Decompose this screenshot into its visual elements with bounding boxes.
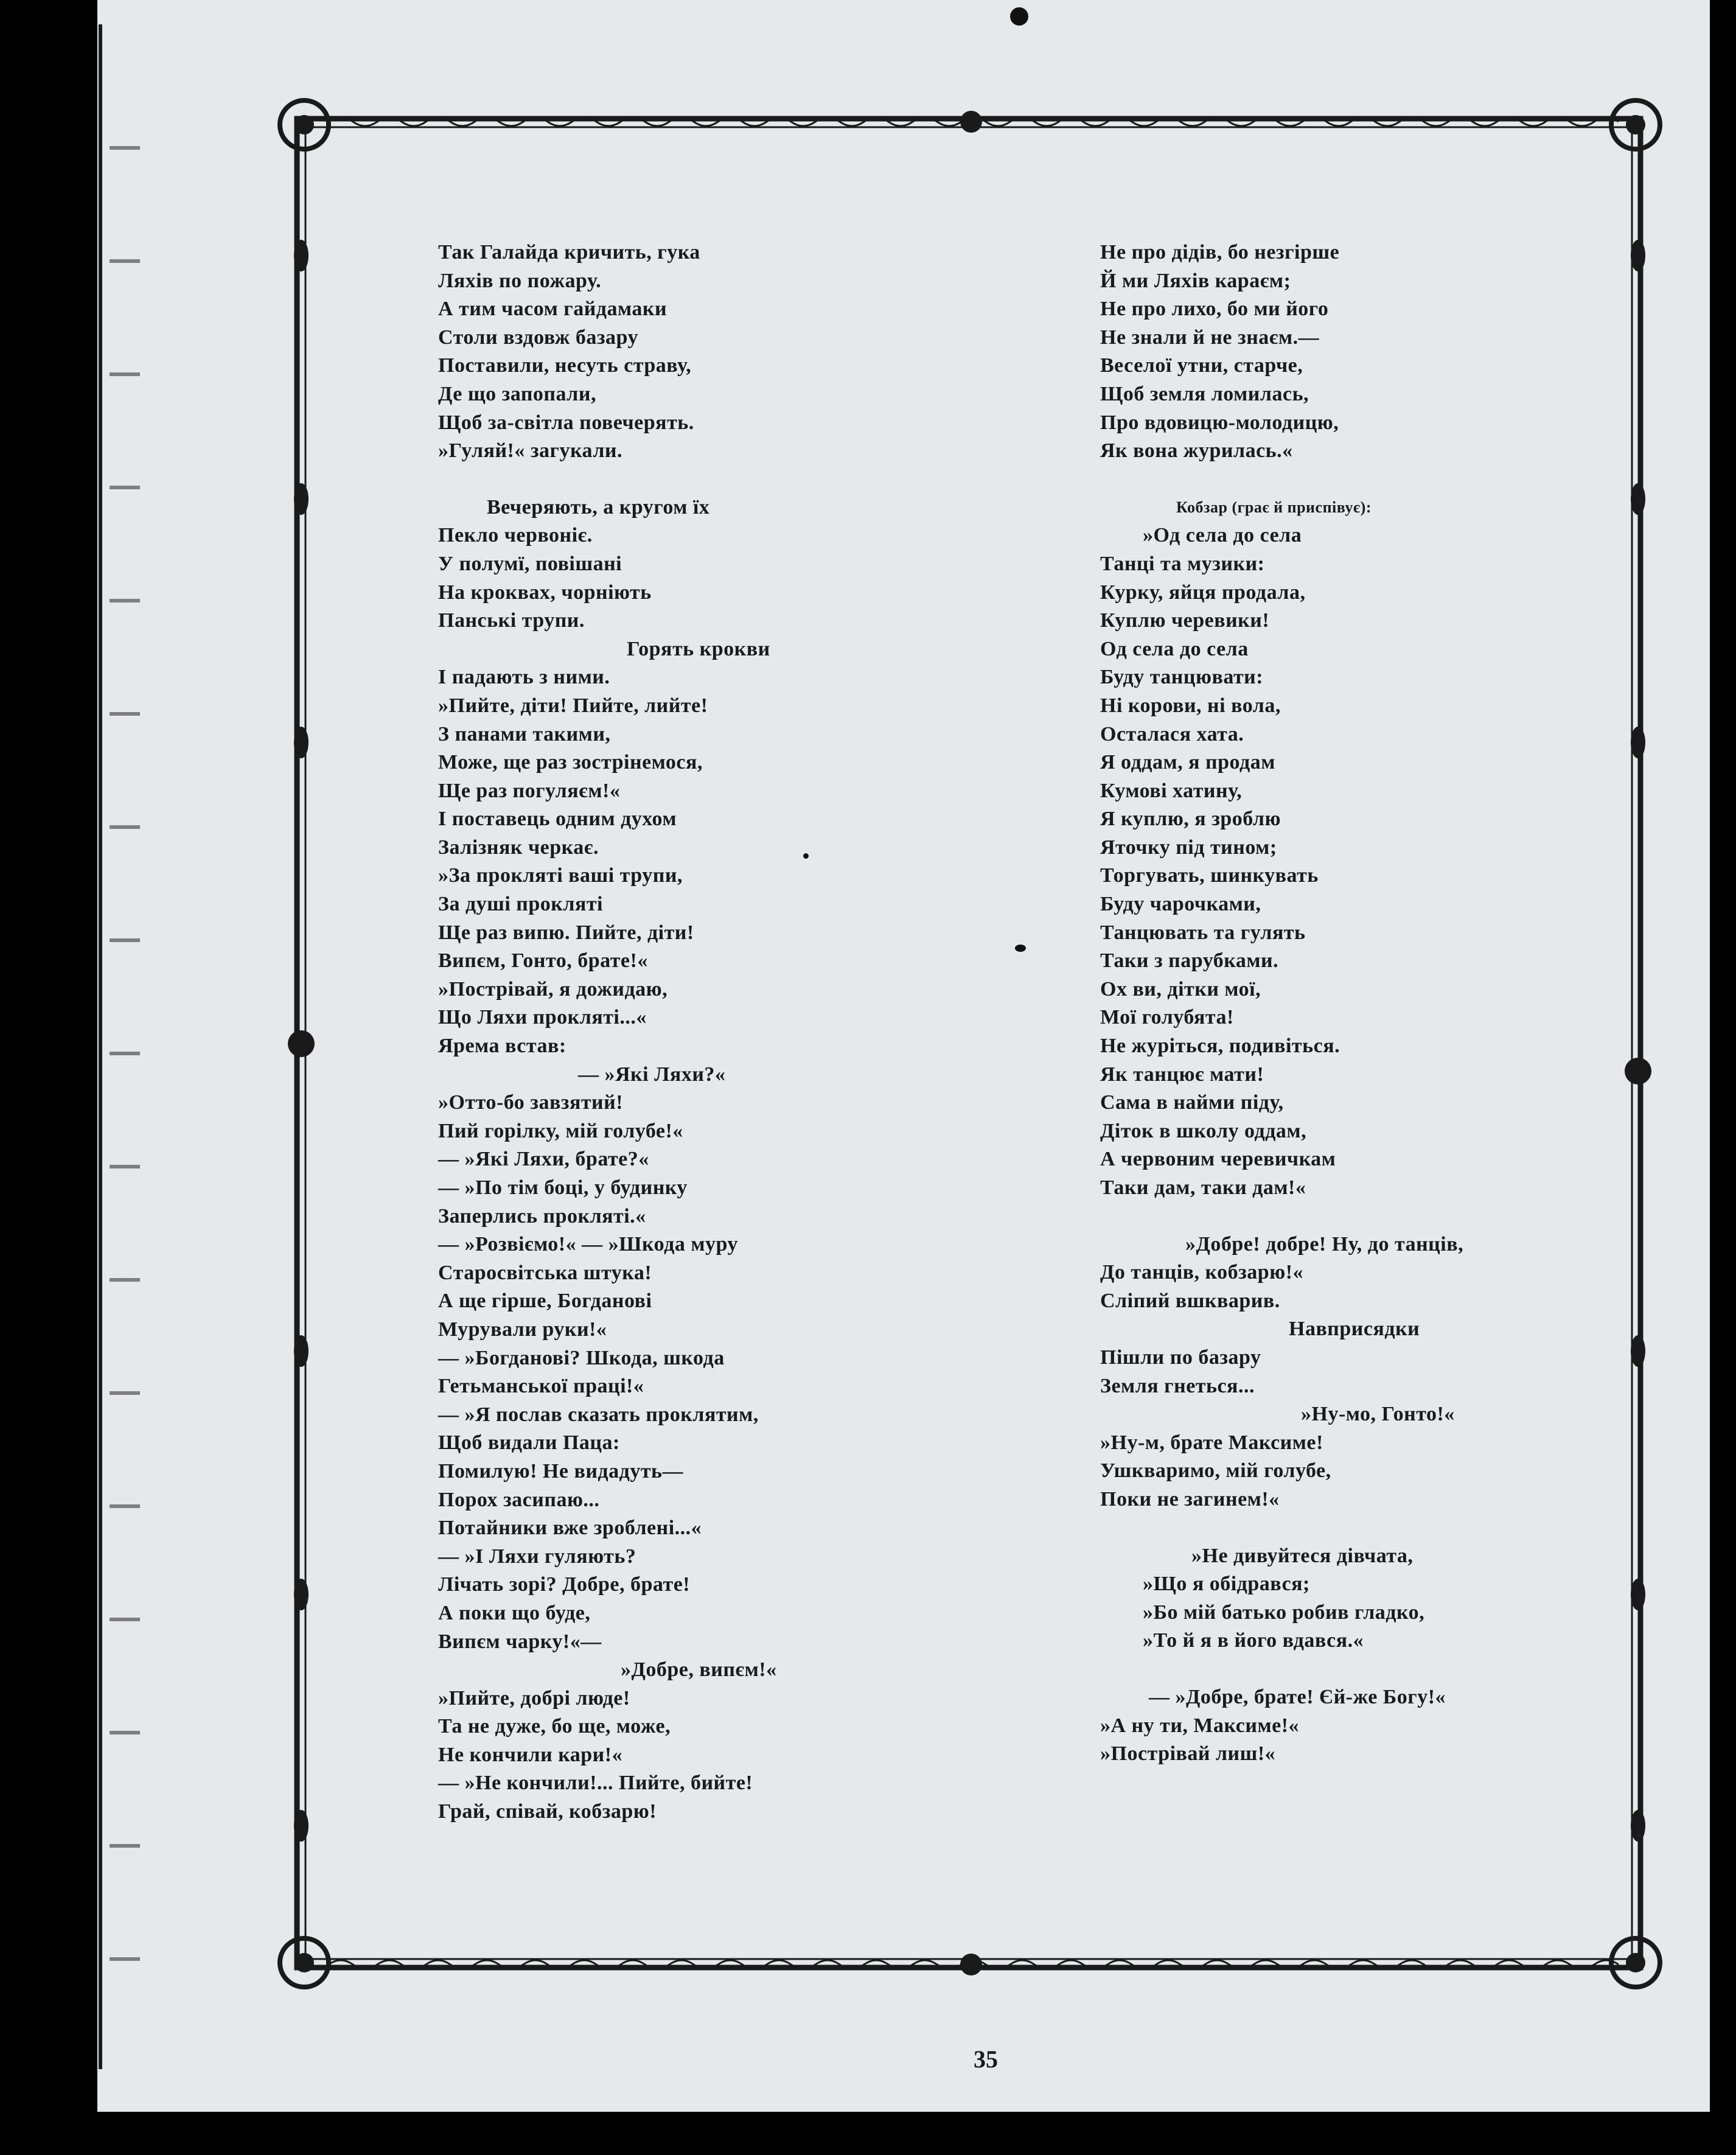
stanza-gap — [438, 466, 864, 494]
verse-line: Як танцює мати! — [1100, 1063, 1264, 1086]
verse-line: Куплю черевики! — [1100, 609, 1270, 632]
verse-line: Ярема встав: — [438, 1035, 566, 1058]
verse-line: Грай, співай, кобзарю! — [438, 1800, 657, 1823]
verse-line: Та не дуже, бо ще, може, — [438, 1715, 671, 1738]
verse-line: Потайники вже зроблені...« — [438, 1517, 702, 1540]
verse-line: »Пострівай, я дожидаю, — [438, 977, 668, 1001]
verse-line: Курку, яйця продала, — [1100, 581, 1306, 604]
verse-line: — »Богданові? Шкода, шкода — [438, 1346, 725, 1369]
verse-line: — »По тім боці, у будинку — [438, 1176, 688, 1199]
verse-line: Може, ще раз зострінемося, — [438, 751, 703, 774]
verse-line: За душі прокляті — [438, 893, 604, 916]
verse-line: Кумові хатину, — [1100, 779, 1243, 802]
verse-line: — »Які Ляхи?« — [578, 1063, 726, 1086]
stanza-gap — [1100, 1655, 1550, 1683]
verse-line: Буду чарочками, — [1100, 893, 1261, 916]
verse-line: Осталася хата. — [1100, 722, 1244, 746]
verse-line: Ушкваримо, мій голубе, — [1100, 1459, 1331, 1483]
verse-line: Вечеряють, а кругом їх — [487, 495, 710, 519]
verse-line: »Бо мій батько робив гладко, — [1143, 1601, 1425, 1624]
verse-line: »Не дивуйтеся дівчата, — [1191, 1544, 1414, 1567]
verse-line: Танці та музики: — [1100, 552, 1265, 575]
verse-line: Кобзар (грає й приспівує): — [1176, 498, 1372, 516]
verse-line: Мурували руки!« — [438, 1318, 607, 1341]
verse-line: Пекло червоніє. — [438, 524, 593, 547]
verse-line: Таки дам, таки дам!« — [1100, 1176, 1306, 1199]
verse-line: Од села до села — [1100, 637, 1249, 660]
stanza-gap — [1100, 466, 1550, 494]
left-column — [438, 239, 864, 1826]
verse-line: Панські трупи. — [438, 609, 585, 632]
verse-line: Ще раз випю. Пийте, діти! — [438, 921, 694, 944]
verse-line: Щоб за-світла повечерять. — [438, 411, 694, 434]
verse-line: Не знали й не знаєм.— — [1100, 326, 1320, 349]
verse-line: А червоним черевичкам — [1100, 1148, 1336, 1171]
verse-line: Випєм чарку!«— — [438, 1630, 602, 1653]
verse-line: »Що я обідрався; — [1143, 1573, 1310, 1596]
ink-speck — [1010, 7, 1028, 26]
verse-line: Не журіться, подивіться. — [1100, 1035, 1340, 1058]
verse-line: Й ми Ляхів караєм; — [1100, 269, 1291, 292]
verse-line: »Пийте, добрі люде! — [438, 1686, 630, 1710]
verse-line: »Добре! добре! Ну, до танців, — [1185, 1232, 1464, 1256]
verse-line: Випєм, Гонто, брате!« — [438, 949, 648, 973]
verse-line: Старосвітська штука! — [438, 1261, 652, 1284]
verse-line: »Ну-мо, Гонто!« — [1301, 1403, 1455, 1426]
verse-line: Як вона журилась.« — [1100, 439, 1293, 463]
verse-line: Так Галайда кричить, гука — [438, 241, 700, 264]
verse-line: Столи вздовж базару — [438, 326, 638, 349]
verse-line: Лічать зорі? Добре, брате! — [438, 1573, 691, 1596]
verse-line: Навприсядки — [1289, 1318, 1420, 1341]
verse-line: »Отто-бо завзятий! — [438, 1091, 624, 1114]
verse-line: Горять крокви — [627, 637, 770, 660]
verse-line: — »Розвіємо!« — »Шкода муру — [438, 1233, 738, 1256]
verse-line: Де що запопали, — [438, 382, 596, 405]
verse-line: — »Не кончили!... Пийте, бийте! — [438, 1772, 753, 1795]
verse-line: Порох засипаю... — [438, 1488, 600, 1511]
verse-line: Торгувать, шинкувать — [1100, 864, 1319, 887]
verse-line: Веселої утни, старче, — [1100, 354, 1303, 377]
verse-line: Я оддам, я продам — [1100, 751, 1275, 774]
verse-line: — »І Ляхи гуляють? — [438, 1545, 636, 1568]
verse-line: І поставець одним духом — [438, 808, 677, 831]
verse-line: Що Ляхи прокляті...« — [438, 1006, 647, 1029]
verse-line: »А ну ти, Максиме!« — [1100, 1714, 1300, 1737]
verse-line: Залізняк черкає. — [438, 836, 599, 859]
verse-line: »Гуляй!« загукали. — [438, 439, 623, 463]
page-number: 35 — [974, 2045, 998, 2073]
verse-line: До танців, кобзарю!« — [1100, 1261, 1304, 1284]
ink-speck — [1015, 945, 1026, 952]
verse-line: Таки з парубками. — [1100, 949, 1279, 973]
verse-line: Танцювать та гулять — [1100, 921, 1306, 944]
verse-line: Я куплю, я зроблю — [1100, 808, 1281, 831]
verse-line: »Пострівай лиш!« — [1100, 1742, 1276, 1766]
right-column — [1100, 239, 1550, 1769]
verse-line: А поки що буде, — [438, 1601, 591, 1624]
verse-line: Поставили, несуть страву, — [438, 354, 692, 377]
verse-line: Помилую! Не видадуть— — [438, 1459, 683, 1483]
verse-line: — »Які Ляхи, брате?« — [438, 1148, 649, 1171]
verse-line: Щоб видали Паца: — [438, 1431, 620, 1455]
verse-line: Поки не загинем!« — [1100, 1487, 1280, 1511]
verse-line: Сліпий вшкварив. — [1100, 1289, 1280, 1312]
verse-line: Яточку під тином; — [1100, 836, 1277, 859]
verse-line: Ні корови, ні вола, — [1100, 694, 1281, 717]
verse-line: З панами такими, — [438, 722, 611, 746]
verse-line: Заперлись прокляті.« — [438, 1204, 646, 1228]
verse-line: Пішли по базару — [1100, 1346, 1261, 1369]
verse-line: Буду танцювати: — [1100, 666, 1264, 689]
verse-line: Не про лихо, бо ми його — [1100, 298, 1329, 321]
verse-line: Діток в школу оддам, — [1100, 1119, 1307, 1142]
verse-line: Не про дідів, бо незгірше — [1100, 241, 1340, 264]
verse-line: На крокваx, чорніють — [438, 581, 652, 604]
verse-line: Щоб земля ломилась, — [1100, 382, 1309, 405]
verse-line: Ляхів по пожару. — [438, 269, 602, 292]
verse-line: »То й я в його вдався.« — [1143, 1629, 1364, 1652]
verse-line: »Ну-м, брате Максиме! — [1100, 1431, 1323, 1454]
stanza-gap — [1100, 1514, 1550, 1542]
verse-line: Мої голубята! — [1100, 1006, 1234, 1029]
verse-line: Гетьманської праці!« — [438, 1375, 644, 1398]
verse-line: »Од села до села — [1143, 524, 1302, 547]
verse-line: Ще раз погуляєм!« — [438, 779, 621, 802]
verse-line: »Пийте, діти! Пийте, лийте! — [438, 694, 708, 717]
verse-line: — »Добре, брате! Єй-же Богу!« — [1149, 1685, 1446, 1708]
verse-line: »За прокляті ваші трупи, — [438, 864, 683, 887]
verse-line: Про вдовицю-молодицю, — [1100, 411, 1339, 434]
verse-line: У полумї, повішані — [438, 552, 622, 575]
verse-line: А тим часом гайдамаки — [438, 298, 668, 321]
verse-line: Сама в найми піду, — [1100, 1091, 1284, 1114]
verse-line: Не кончили кари!« — [438, 1743, 623, 1766]
verse-line: Ох ви, дітки мої, — [1100, 977, 1261, 1001]
verse-line: І падають з ними. — [438, 666, 610, 689]
verse-line: Земля гнеться... — [1100, 1374, 1255, 1397]
verse-line: Пий горілку, мій голубе!« — [438, 1119, 683, 1142]
verse-line: »Добре, випєм!« — [621, 1658, 777, 1682]
verse-line: — »Я послав сказать проклятим, — [438, 1403, 759, 1426]
stanza-gap — [1100, 1203, 1550, 1231]
verse-line: А ще гірше, Богданові — [438, 1290, 652, 1313]
